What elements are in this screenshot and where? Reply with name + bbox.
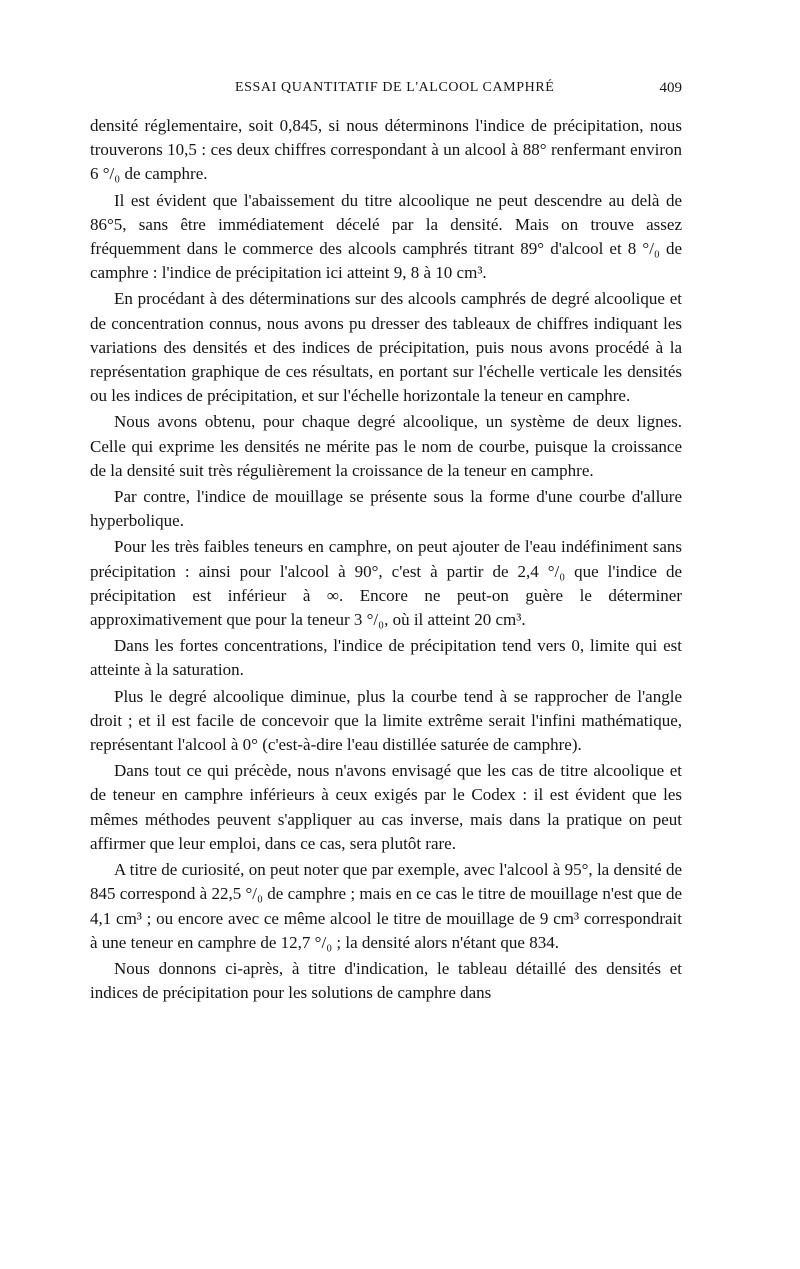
paragraph-1: densité réglementaire, soit 0,845, si nous déterminons l'indice de précipitation, nous trouverons 10,5 : ces deux chiffres correspondant à un alcool à 88° renfermant environ 6 °/₀ de camphre. [90,116,682,184]
body-text [90,114,682,1005]
paragraph-2: Il est évident que l'abaissement du titre alcoolique ne peut descendre au delà de 86°5, sans être immédiatement décelé par la densité. Mais on trouve assez fréquemment dans le commerce des alcools camphrés titrant 89° d'alcool et 8 °/₀ de camphre : l'indice de précipitation ici atteint 9, 8 à 10 cm³. [90,190,682,283]
paragraph-7: Dans les fortes concentrations, l'indice de précipitation tend vers 0, limite qui est atteinte à la saturation. [90,636,682,680]
running-head [90,80,682,104]
paragraph-3: En procédant à des déterminations sur des alcools camphrés de degré alcoolique et de concentration connus, nous avons pu dresser des tableaux de chiffres indiquant les variations des densités et des indices de précipitation, puis nous avons procédé à la représentation graphique de ces résultats, en portant sur l'échelle verticale les densités ou les indices de précipitation, et sur l'échelle horizontale la teneur en camphre. [90,289,682,406]
paragraph-8: Plus le degré alcoolique diminue, plus la courbe tend à se rapprocher de l'angle droit ; et il est facile de concevoir que la limite extrême serait l'infini mathématique, représentant l'alcool à 0° (c'est-à-dire l'eau distillée saturée de camphre). [90,686,682,755]
paragraph-5: Par contre, l'indice de mouillage se présente sous la forme d'une courbe d'allure hyperbolique. [90,487,682,531]
page-number: 409 [659,80,682,96]
paragraph-11: Nous donnons ci-après, à titre d'indication, le tableau détaillé des densités et indices de précipitation pour les solutions de camphre dans [90,958,682,1003]
paragraph-4: Nous avons obtenu, pour chaque degré alcoolique, un système de deux lignes. Celle qui exprime les densités ne mérite pas le nom de courbe, puisque la croissance de la densité suit très régulièrement la croissance de la teneur en camphre. [90,412,682,480]
paragraph-6: Pour les très faibles teneurs en camphre, on peut ajouter de l'eau indéfiniment sans précipitation : ainsi pour l'alcool à 90°, c'est à partir de 2,4 °/₀ que l'indice de précipitation est inférieur à ∞. Encore ne peut-on guère le déterminer approximativement que pour la teneur 3 °/₀, où il atteint 20 cm³. [90,537,682,630]
paragraph-10: A titre de curiosité, on peut noter que par exemple, avec l'alcool à 95°, la densité de 845 correspond à 22,5 °/₀ de camphre ; mais en ce cas le titre de mouillage n'est que de 4,1 cm³ ; ou encore avec ce même alcool le titre de mouillage de 9 cm³ correspondrait à une teneur en camphre de 12,7 °/₀ ; la densité alors n'étant que 834. [90,860,682,952]
running-title: ESSAI QUANTITATIF DE L'ALCOOL CAMPHRÉ [235,80,555,95]
paragraph-9: Dans tout ce qui précède, nous n'avons envisagé que les cas de titre alcoolique et de teneur en camphre inférieurs à ceux exigés par le Codex : il est évident que les mêmes méthodes peuvent s'appliquer au cas inverse, mais dans la pratique on peut affirmer que leur emploi, dans ce cas, sera plutôt rare. [90,761,682,853]
